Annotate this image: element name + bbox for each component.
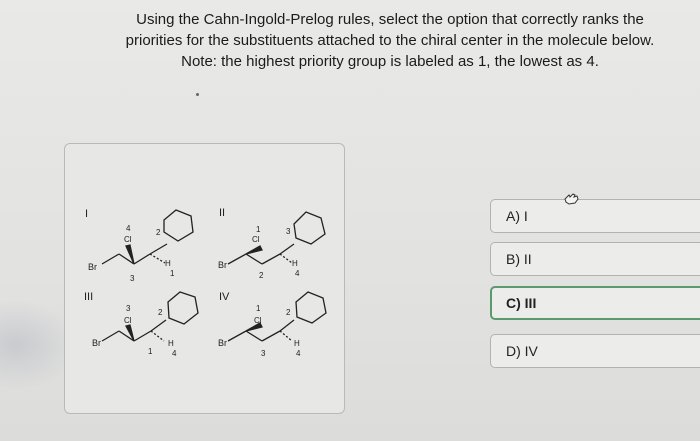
atom-br: Br [88,262,97,272]
atom-br: Br [218,338,227,348]
numeral-III: III [84,291,94,303]
question-line-2: priorities for the substituents attached to the chiral center in the molecule below. [125,32,655,49]
numeral-II: II [219,207,226,219]
structure-III [102,292,198,341]
atom-cl: Cl [252,235,260,244]
rank-label: 3 [261,349,266,358]
atom-h: H [294,339,300,348]
rank-label: 1 [256,225,261,234]
atom-br: Br [218,260,227,270]
rank-label: 1 [256,304,261,313]
rank-label: 4 [126,224,131,233]
numeral-IV: IV [219,291,230,303]
numeral-I: I [85,208,89,220]
option-c[interactable]: C) III [490,286,700,320]
atom-cl: Cl [124,316,132,325]
structure-I [102,210,193,264]
question-line-3: Note: the highest priority group is labeled as 1, the lowest as 4. [181,53,599,70]
structure-IV [228,292,326,341]
atom-br: Br [92,338,101,348]
rank-label: 2 [259,271,264,280]
atom-h: H [168,339,174,348]
option-b[interactable]: B) II [490,242,700,276]
hand-pointer-icon [562,192,580,206]
atom-h: H [292,259,298,268]
atom-cl: Cl [124,235,132,244]
atom-cl: Cl [254,316,262,325]
rank-label: 4 [295,269,300,278]
rank-label: 1 [170,269,175,278]
rank-label: 2 [286,308,291,317]
option-a[interactable]: A) I [490,199,700,233]
rank-label: 3 [126,304,131,313]
rank-label: 3 [286,227,291,236]
question-line-1: Using the Cahn-Ingold-Prelog rules, select the option that correctly ranks the [136,11,644,28]
rank-label: 2 [156,228,161,237]
rank-label: 2 [158,308,163,317]
atom-h: H [165,259,171,268]
rank-label: 3 [130,274,135,283]
rank-label: 1 [148,347,153,356]
structure-II [228,212,325,264]
rank-label: 4 [172,349,177,358]
option-d[interactable]: D) IV [490,334,700,368]
rank-label: 4 [296,349,301,358]
